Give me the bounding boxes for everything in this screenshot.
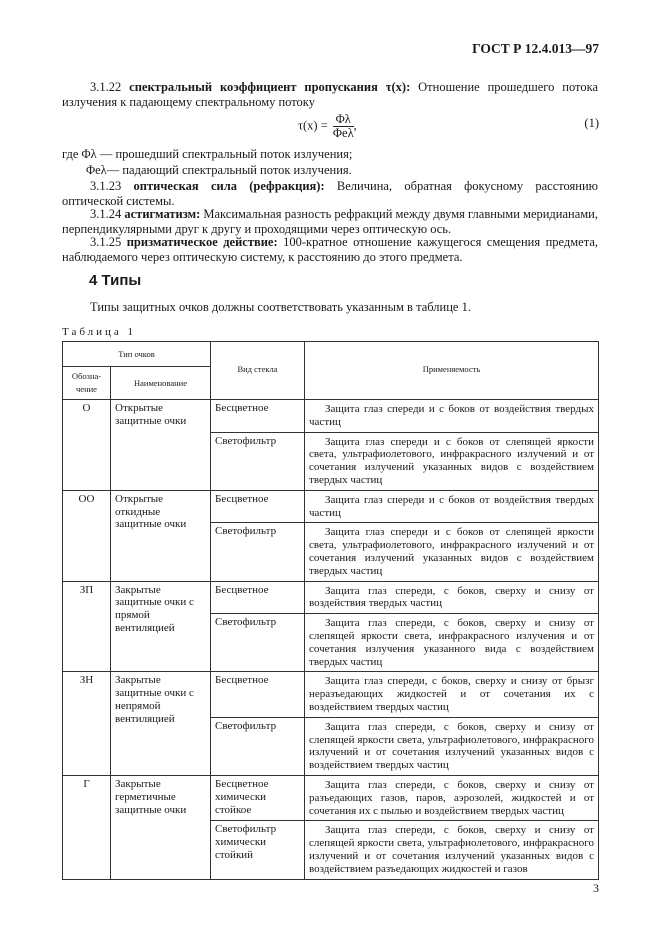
clause-number: 3.1.22 <box>90 80 122 94</box>
clause-number: 3.1.23 <box>90 179 122 193</box>
term: призматическое действие: <box>126 235 278 249</box>
applicability: Защита глаз спереди, с боков, сверху и снизу от слепящей яркости света, инфракрасного излучения и от сочетания излучения указанного вида с воздействием твердых частиц <box>305 614 599 672</box>
type-code: ЗП <box>63 581 111 672</box>
definition-text: 100-кратное отношение кажущегося смещения предмета, наблюдаемого через оптическую систему, к расстоянию до этого предмета. <box>62 235 599 264</box>
glass-type: Бесцветное <box>211 581 305 614</box>
header-use: Применяемость <box>305 342 599 400</box>
glass-type: Бесцветное <box>211 490 305 523</box>
applicability: Защита глаз спереди и с боков от воздействия твердых частиц <box>305 400 599 433</box>
type-name: Открытые откидные защитные очки <box>111 490 211 581</box>
page-number: 3 <box>593 881 599 895</box>
formula-lhs: τ(x) = <box>298 118 328 133</box>
applicability: Защита глаз спереди, с боков, сверху и снизу от брызг неразъедающих жидкостей и от сочетания их с воздействием твердых частиц <box>305 672 599 717</box>
glass-type: Светофильтр <box>211 523 305 581</box>
glass-type: Бесцветное <box>211 672 305 717</box>
table-caption: Таблица 1 <box>62 326 137 338</box>
table-row <box>63 490 599 523</box>
type-code: ОО <box>63 490 111 581</box>
table-row <box>63 581 599 614</box>
definition-3-1-22 <box>62 80 598 110</box>
document-code-header: ГОСТ Р 12.4.013—97 <box>472 41 599 56</box>
type-name: Закрытые защитные очки с прямой вентиляцией <box>111 581 211 672</box>
applicability: Защита глаз спереди и с боков от слепящей яркости света, ультрафиолетового, инфракрасного излучений и от сочетания излучений указанных видов с воздействием твердых частиц <box>305 523 599 581</box>
glass-type: Светофильтр <box>211 432 305 490</box>
definition-3-1-23 <box>62 179 598 209</box>
header-name: Наименование <box>111 367 211 400</box>
table-row <box>63 672 599 717</box>
formula-numerator: Φλ <box>333 113 354 127</box>
header-type-group: Тип очков <box>63 342 211 367</box>
glass-type: Светофильтр <box>211 717 305 775</box>
glass-type: Бесцветное <box>211 400 305 433</box>
glass-type: Бесцветное химически стойкое <box>211 775 305 820</box>
formula-denominator: Φeλ <box>332 126 354 140</box>
applicability: Защита глаз спереди, с боков, сверху и снизу от воздействия твердых частиц <box>305 581 599 614</box>
clause-number: 3.1.25 <box>90 235 122 249</box>
where-line-1: где Φλ — прошедший спектральный поток излучения; <box>62 147 353 161</box>
glass-type: Светофильтр <box>211 614 305 672</box>
formula-fraction <box>333 113 354 140</box>
type-name: Открытые защитные очки <box>111 400 211 491</box>
section-title: 4 Типы <box>89 272 142 289</box>
applicability: Защита глаз спереди, с боков, сверху и снизу от разъедающих газов, паров, аэрозолей, жидкостей и от сочетания их с пылью и воздействием твердых частиц <box>305 775 599 820</box>
definition-text: Максимальная разность рефракций между двумя главными меридианами, перпендикулярными друг к другу и проходящими через оптическую ось. <box>62 207 598 236</box>
type-name: Закрытые защитные очки с непрямой вентиляцией <box>111 672 211 776</box>
formula-tail: , <box>353 118 357 133</box>
definition-3-1-24 <box>62 207 598 237</box>
formula-number: (1) <box>584 116 599 130</box>
applicability: Защита глаз спереди и с боков от воздействия твердых частиц <box>305 490 599 523</box>
term: спектральный коэффициент пропускания τ(x): <box>129 80 411 94</box>
definition-text: Отношение прошедшего потока излучения к падающему спектральному потоку <box>62 80 599 109</box>
header-code: Обозна-чение <box>63 367 111 400</box>
term: оптическая сила (рефракция): <box>133 179 325 193</box>
section-intro: Типы защитных очков должны соответствовать указанным в таблице 1. <box>90 300 471 314</box>
type-name: Закрытые герметичные защитные очки <box>111 775 211 879</box>
type-code: ЗН <box>63 672 111 776</box>
table-row <box>63 775 599 820</box>
applicability: Защита глаз спереди, с боков, сверху и снизу от слепящей яркости света, ультрафиолетового, инфракрасного излучений и от сочетания излучений указанных видов с воздействием разъедающих жидкостей и газов <box>305 821 599 879</box>
applicability: Защита глаз спереди и с боков от слепящей яркости света, ультрафиолетового, инфракрасного излучений и от сочетания излучений указанных видов с воздействием твердых частиц <box>305 432 599 490</box>
table-row <box>63 400 599 433</box>
formula-1 <box>298 113 357 143</box>
table-header-row <box>63 342 599 367</box>
type-code: Г <box>63 775 111 879</box>
clause-number: 3.1.24 <box>90 207 122 221</box>
type-code: О <box>63 400 111 491</box>
where-line-2: Φeλ— падающий спектральный поток излучения. <box>86 163 352 177</box>
header-glass: Вид стекла <box>211 342 305 400</box>
applicability: Защита глаз спереди, с боков, сверху и снизу от слепящей яркости света, ультрафиолетового, инфракрасного излучений и от сочетания излучений указанных видов с воздействием твердых частиц <box>305 717 599 775</box>
term: астигматизм: <box>124 207 201 221</box>
glass-type: Светофильтр химически стойкий <box>211 821 305 879</box>
definition-text: Величина, обратная фокусному расстоянию оптической системы. <box>62 179 599 208</box>
definition-3-1-25 <box>62 235 598 265</box>
types-table <box>62 341 599 880</box>
